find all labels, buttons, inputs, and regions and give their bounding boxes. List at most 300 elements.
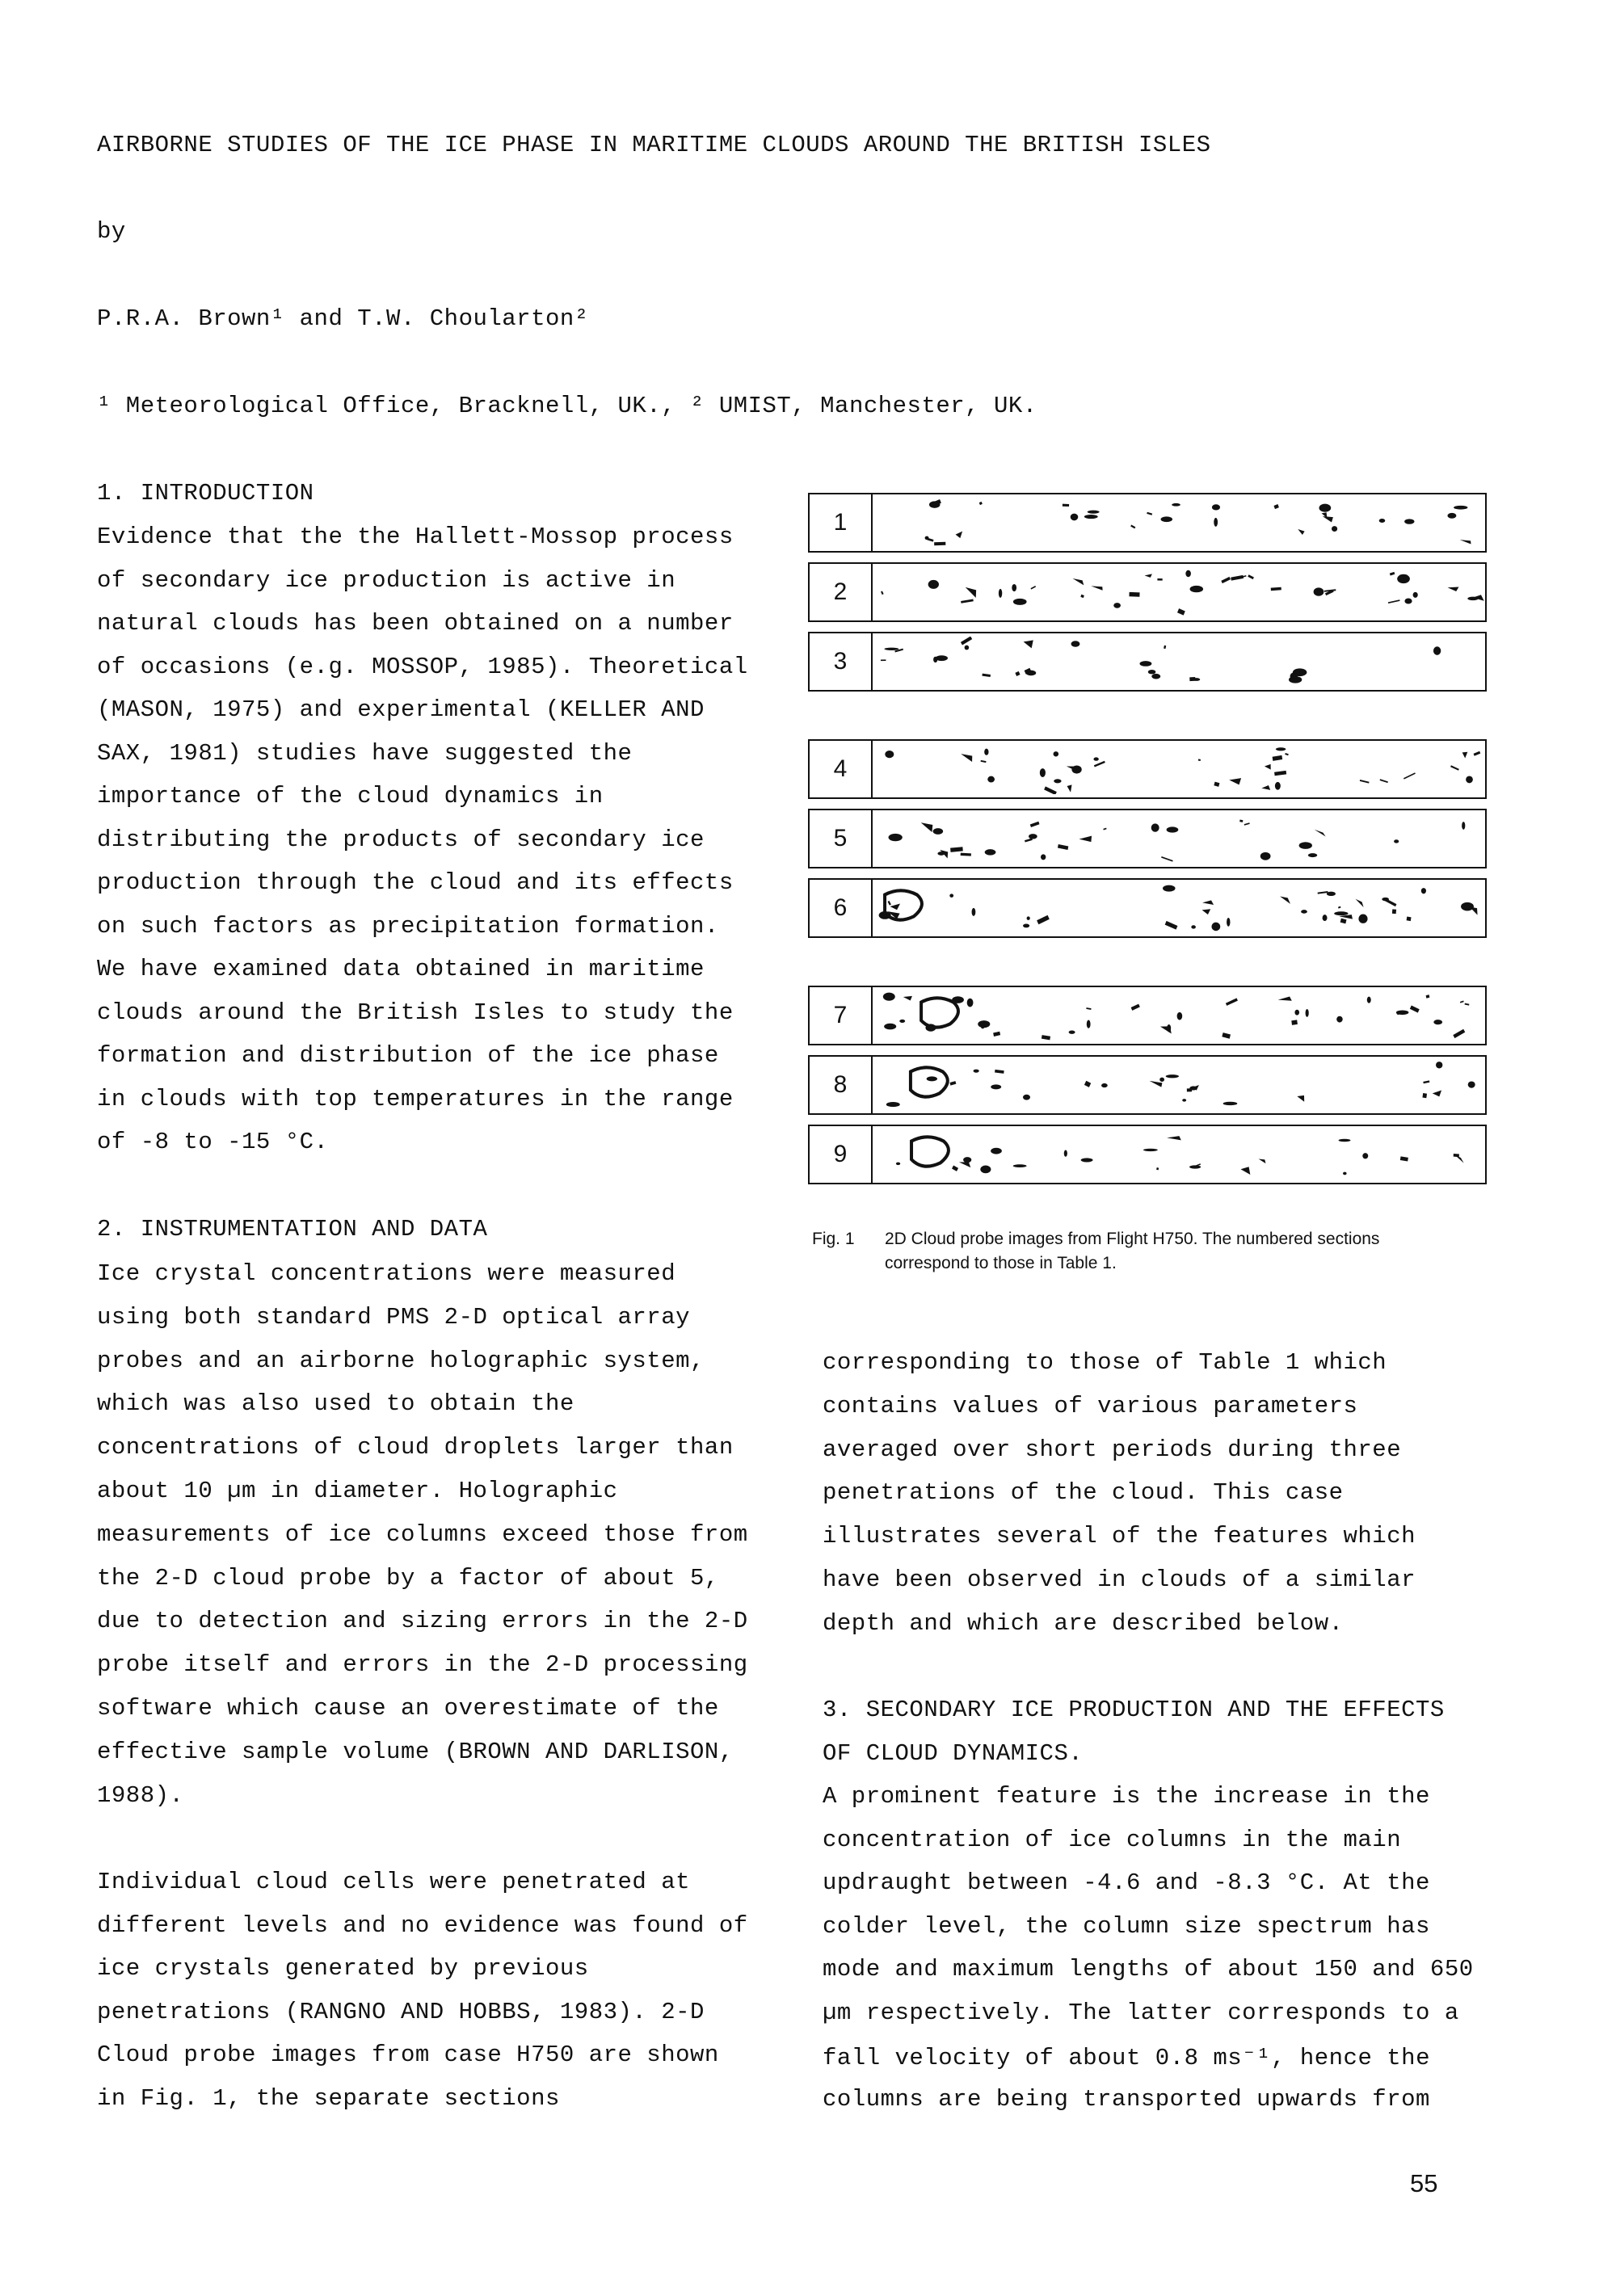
ice-particle-image	[991, 1084, 1001, 1089]
ice-particle-image	[1071, 641, 1080, 646]
ice-particle-image	[1042, 1035, 1050, 1040]
figure-row	[808, 493, 1487, 553]
ice-particle-image	[1343, 1172, 1347, 1175]
text-line: penetrations of the cloud. This case	[823, 1479, 1344, 1507]
ice-particle-image	[1058, 844, 1068, 850]
row-number: 1	[810, 494, 873, 551]
figure-row	[808, 739, 1487, 799]
text-line: columns are being transported upwards from	[823, 2085, 1430, 2113]
heading-line: OF CLOUD DYNAMICS.	[823, 1739, 1084, 1767]
ice-particle-image	[1202, 909, 1211, 915]
text-line: due to detection and sizing errors in the 2-D	[97, 1608, 748, 1635]
ice-particle-image	[1202, 900, 1214, 905]
text-line: fall velocity of about 0.8 ms⁻¹, hence the	[823, 2045, 1430, 2071]
ice-particle-image	[933, 828, 944, 835]
ice-particle-image	[1388, 599, 1400, 603]
probe-image-strip	[874, 567, 1485, 617]
ice-particle-image	[1285, 753, 1289, 755]
ice-particle-image	[979, 502, 983, 505]
ice-particle-image	[1013, 599, 1027, 605]
ice-particle-image	[888, 901, 891, 906]
ice-particle-image	[884, 648, 898, 650]
row-number: 3	[810, 633, 873, 690]
ice-particle-image	[1466, 776, 1473, 783]
ice-particle-image	[1139, 661, 1151, 667]
ice-particle-image	[1447, 513, 1456, 519]
ice-particle-image	[984, 749, 988, 755]
figure-1	[808, 493, 1487, 1204]
ice-particle-image	[1167, 1024, 1171, 1032]
ice-particle-image	[961, 599, 974, 603]
text-line: averaged over short periods during three	[823, 1436, 1402, 1463]
figure-row	[808, 1125, 1487, 1184]
text-line: colder level, the column size spectrum has	[823, 1912, 1430, 1940]
ice-particle-image	[1468, 1081, 1475, 1087]
ice-particle-image	[1025, 838, 1033, 842]
ice-particle-image	[985, 849, 996, 855]
ice-particle-image	[1297, 1095, 1304, 1102]
figure-row	[808, 878, 1487, 938]
text-line: depth and which are described below.	[823, 1609, 1344, 1637]
ice-particle-image	[1159, 1078, 1164, 1082]
ice-particle-image	[1147, 512, 1152, 515]
ice-particle-image	[1275, 782, 1281, 790]
ice-particle-image	[1222, 1032, 1231, 1039]
text-line: penetrations (RANGNO AND HOBBS, 1983). 2-D	[97, 1998, 705, 2025]
ice-particle-image	[1274, 771, 1286, 776]
ice-particle-image	[1396, 1011, 1399, 1015]
ice-particle-image	[1306, 1009, 1309, 1017]
ice-particle-image	[1404, 598, 1412, 603]
ice-particle-image	[1130, 524, 1135, 528]
paper-title: AIRBORNE STUDIES OF THE ICE PHASE IN MARITIME CLOUDS AROUND THE BRITISH ISLES	[97, 132, 1211, 158]
ice-particle-image	[1260, 852, 1271, 860]
text-line: of -8 to -15 °C.	[97, 1129, 329, 1155]
ice-particle-image	[950, 1081, 957, 1086]
ice-particle-image	[1081, 1158, 1093, 1162]
ice-particle-image	[1323, 915, 1328, 921]
ice-particle-image	[1054, 779, 1061, 783]
ice-particle-image	[1392, 909, 1396, 914]
large-ice-particle-image	[885, 890, 922, 919]
probe-image-strip	[874, 1060, 1485, 1110]
text-line: in Fig. 1, the separate sections	[97, 2084, 560, 2112]
text-line: importance of the cloud dynamics in	[97, 783, 604, 809]
ice-particle-image	[1182, 1099, 1186, 1102]
ice-particle-image	[1044, 786, 1057, 794]
ice-particle-image	[1273, 504, 1278, 509]
ice-particle-image	[1421, 888, 1426, 894]
ice-particle-image	[1198, 759, 1201, 760]
ice-particle-image	[1067, 784, 1072, 792]
ice-particle-image	[1433, 646, 1441, 655]
text-line: using both standard PMS 2-D optical array	[97, 1303, 691, 1331]
ice-particle-image	[1460, 1000, 1464, 1003]
ice-particle-image	[1150, 1081, 1163, 1087]
ice-particle-image	[1244, 822, 1250, 825]
ice-particle-image	[1356, 899, 1364, 907]
ice-particle-image	[1166, 1074, 1179, 1078]
ice-particle-image	[1332, 526, 1337, 532]
text-line: probe itself and errors in the 2-D processing	[97, 1651, 748, 1679]
ice-particle-image	[974, 1070, 979, 1073]
ice-particle-image	[1291, 1020, 1298, 1024]
ice-particle-image	[1450, 765, 1459, 771]
ice-particle-image	[925, 536, 929, 540]
ice-particle-image	[1462, 822, 1465, 830]
ice-particle-image	[1161, 856, 1173, 862]
ice-particle-image	[1239, 820, 1243, 822]
ice-particle-image	[1094, 761, 1105, 767]
text-line: contains values of various parameters	[823, 1392, 1358, 1419]
ice-particle-image	[1358, 915, 1367, 923]
ice-particle-image	[1151, 674, 1160, 679]
authors: P.R.A. Brown¹ and T.W. Choularton²	[97, 305, 589, 332]
text-line: software which cause an overestimate of the	[97, 1695, 719, 1722]
ice-particle-image	[1157, 578, 1162, 581]
ice-particle-image	[934, 542, 945, 545]
ice-particle-image	[1064, 1150, 1067, 1157]
probe-image-strip	[874, 883, 1485, 933]
ice-particle-image	[1362, 1153, 1368, 1159]
ice-particle-image	[999, 589, 1002, 598]
section-2-heading: 2. INSTRUMENTATION AND DATA	[97, 1216, 488, 1243]
ice-particle-image	[1015, 671, 1020, 676]
ice-particle-image	[991, 1148, 1002, 1154]
ice-particle-image	[1054, 751, 1059, 756]
text-line: SAX, 1981) studies have suggested the	[97, 739, 633, 767]
text-line: We have examined data obtained in maritime	[97, 956, 705, 982]
ice-particle-image	[1084, 515, 1098, 519]
ice-particle-image	[1404, 519, 1414, 524]
probe-image-strip	[874, 498, 1485, 548]
ice-particle-image	[1221, 577, 1231, 583]
ice-particle-image	[1069, 1030, 1075, 1033]
ice-particle-image	[1323, 516, 1333, 523]
figure-caption-label: Fig. 1	[812, 1230, 855, 1248]
ice-particle-image	[1129, 592, 1139, 597]
text-line: corresponding to those of Table 1 which	[823, 1349, 1387, 1376]
ice-particle-image	[1030, 822, 1040, 827]
ice-particle-image	[1029, 834, 1037, 839]
ice-particle-image	[981, 760, 987, 763]
ice-particle-image	[1400, 1156, 1408, 1161]
ice-particle-image	[1248, 574, 1254, 579]
text-line: probes and an airborne holographic system,	[97, 1347, 705, 1374]
ice-particle-image	[1088, 511, 1100, 514]
text-line: Ice crystal concentrations were measured	[97, 1260, 676, 1287]
ice-particle-image	[1167, 826, 1179, 832]
ice-particle-image	[1091, 586, 1102, 590]
text-line: of secondary ice production is active in	[97, 566, 676, 594]
text-line: about 10 µm in diameter. Holographic	[97, 1478, 618, 1504]
ice-particle-image	[937, 852, 945, 856]
ice-particle-image	[950, 847, 963, 852]
page-number: 55	[1410, 2169, 1438, 2197]
ice-particle-image	[921, 822, 933, 832]
ice-particle-image	[1241, 1167, 1251, 1175]
ice-particle-image	[965, 645, 970, 650]
ice-particle-image	[1191, 925, 1196, 928]
text-line: in clouds with top temperatures in the range	[97, 1085, 734, 1112]
text-line: µm respectively. The latter corresponds to a	[823, 1999, 1459, 2026]
text-line: A prominent feature is the increase in the	[823, 1783, 1430, 1810]
ice-particle-image	[1390, 572, 1395, 576]
ice-particle-image	[1259, 1159, 1266, 1163]
text-line: natural clouds has been obtained on a number	[97, 610, 734, 637]
text-line: mode and maximum lengths of about 150 and 650	[823, 1956, 1474, 1983]
ice-particle-image	[1177, 608, 1185, 616]
ice-particle-image	[1211, 923, 1220, 931]
ice-particle-image	[961, 754, 972, 762]
ice-particle-image	[1474, 751, 1481, 756]
ice-particle-image	[1041, 854, 1046, 860]
ice-particle-image	[1379, 519, 1386, 523]
ice-particle-image	[1261, 785, 1270, 790]
ice-particle-image	[952, 1166, 958, 1171]
figure-caption-line-2: correspond to those in Table 1.	[885, 1254, 1117, 1272]
ice-particle-image	[883, 993, 895, 1001]
ice-particle-image	[1299, 842, 1312, 849]
ice-particle-image	[1143, 1149, 1158, 1151]
ice-particle-image	[1080, 595, 1084, 598]
text-line: 1988).	[97, 1781, 184, 1809]
ice-particle-image	[896, 1163, 900, 1166]
text-line: of occasions (e.g. MOSSOP, 1985). Theoretical	[97, 653, 748, 680]
ice-particle-image	[1298, 529, 1304, 535]
text-line: distributing the products of secondary ice	[97, 826, 705, 853]
ice-particle-image	[1027, 916, 1030, 920]
ice-particle-image	[982, 674, 991, 677]
ice-particle-image	[1314, 587, 1324, 595]
section-1-heading: 1. INTRODUCTION	[97, 480, 314, 507]
ice-particle-image	[1185, 570, 1191, 577]
text-line: measurements of ice columns exceed those from	[97, 1520, 748, 1548]
ice-particle-image	[972, 908, 976, 916]
figure-row	[808, 1055, 1487, 1115]
text-line: updraught between -4.6 and -8.3 °C. At the	[823, 1869, 1430, 1896]
ice-particle-image	[903, 996, 912, 1001]
ice-particle-image	[1214, 518, 1218, 527]
ice-particle-image	[1040, 768, 1046, 777]
figure-caption-line-1: 2D Cloud probe images from Flight H750. The numbered sections	[885, 1230, 1380, 1248]
ice-particle-image	[1023, 1095, 1030, 1100]
ice-particle-image	[1030, 586, 1036, 590]
figure-row	[808, 562, 1487, 622]
ice-particle-image	[981, 1024, 984, 1028]
ice-particle-image	[987, 776, 995, 783]
ice-particle-image	[1315, 830, 1326, 837]
ice-particle-image	[1103, 828, 1106, 831]
ice-particle-image	[1289, 676, 1302, 683]
ice-particle-image	[1426, 995, 1430, 999]
text-line: concentration of ice columns in the main	[823, 1826, 1402, 1853]
ice-particle-image	[1278, 996, 1292, 1000]
ice-particle-image	[1382, 898, 1389, 901]
ice-particle-image	[1454, 1154, 1459, 1157]
text-line: clouds around the British Isles to study the	[97, 999, 734, 1026]
ice-particle-image	[933, 657, 937, 662]
ice-particle-image	[1190, 586, 1204, 592]
text-line: ice crystals generated by previous	[97, 1955, 589, 1982]
ice-particle-image	[1084, 1081, 1091, 1087]
text-line: (MASON, 1975) and experimental (KELLER AND	[97, 696, 705, 723]
ice-particle-image	[1131, 1004, 1140, 1011]
large-ice-particle-image	[911, 1067, 948, 1096]
probe-image-strip	[874, 814, 1485, 864]
ice-particle-image	[1423, 1080, 1429, 1083]
ice-particle-image	[1226, 998, 1238, 1006]
ice-particle-image	[1380, 779, 1388, 783]
text-line: effective sample volume (BROWN AND DARLISON,	[97, 1738, 734, 1765]
ice-particle-image	[890, 904, 900, 910]
ice-particle-image	[884, 1024, 896, 1030]
ice-particle-image	[1212, 504, 1220, 510]
text-line: on such factors as precipitation formation.	[97, 912, 719, 940]
ice-particle-image	[1394, 839, 1399, 843]
ice-particle-image	[1271, 587, 1281, 591]
text-line: the 2-D cloud probe by a factor of about 5,	[97, 1564, 719, 1592]
ice-particle-image	[1319, 504, 1331, 512]
ice-particle-image	[1367, 997, 1371, 1003]
row-number: 5	[810, 810, 873, 867]
text-line: Evidence that the the Hallett-Mossop process	[97, 524, 734, 550]
probe-image-strip	[874, 1129, 1485, 1180]
probe-image-strip	[874, 744, 1485, 794]
ice-particle-image	[1063, 504, 1069, 507]
ice-particle-image	[1214, 782, 1219, 787]
ice-particle-image	[1318, 891, 1328, 894]
ice-particle-image	[1151, 823, 1159, 831]
ice-particle-image	[928, 580, 939, 589]
text-line: Cloud probe images from case H750 are shown	[97, 2042, 719, 2068]
ice-particle-image	[1276, 747, 1286, 751]
probe-image-strip	[874, 990, 1485, 1041]
ice-particle-image	[1148, 670, 1156, 674]
ice-particle-image	[1071, 514, 1079, 521]
row-number: 9	[810, 1126, 873, 1183]
ice-particle-image	[1079, 836, 1092, 843]
ice-particle-image	[1336, 1016, 1343, 1023]
ice-particle-image	[899, 1020, 905, 1023]
ice-particle-image	[1087, 1020, 1091, 1028]
ice-particle-image	[1433, 1091, 1441, 1097]
ice-particle-image	[1410, 1005, 1420, 1012]
ice-particle-image	[1334, 911, 1348, 915]
ice-particle-image	[1229, 778, 1241, 784]
figure-row	[808, 809, 1487, 868]
ice-particle-image	[1340, 919, 1347, 924]
ice-particle-image	[961, 637, 972, 645]
text-line: production through the cloud and its effects	[97, 869, 734, 896]
ice-particle-image	[1187, 1088, 1192, 1091]
ice-particle-image	[995, 1070, 1004, 1074]
ice-particle-image	[1461, 902, 1474, 911]
heading-line: 3. SECONDARY ICE PRODUCTION AND THE EFFECTS	[823, 1697, 1445, 1723]
row-number: 2	[810, 564, 873, 620]
large-ice-particle-image	[921, 998, 958, 1027]
ice-particle-image	[1189, 677, 1195, 681]
ice-particle-image	[1448, 587, 1459, 591]
ice-particle-image	[1013, 1164, 1027, 1167]
ice-particle-image	[1301, 910, 1307, 914]
ice-particle-image	[1223, 1102, 1238, 1105]
ice-particle-image	[963, 1157, 971, 1163]
ice-particle-image	[885, 751, 894, 758]
ice-particle-image	[1280, 897, 1290, 904]
row-number: 8	[810, 1057, 873, 1113]
ice-particle-image	[959, 1162, 970, 1167]
ice-particle-image	[1227, 918, 1230, 927]
ice-particle-image	[1164, 645, 1166, 649]
byline-by: by	[97, 218, 126, 245]
ice-particle-image	[1024, 640, 1033, 648]
text-line: different levels and no evidence was found of	[97, 1911, 748, 1939]
ice-particle-image	[1460, 540, 1471, 544]
ice-particle-image	[1086, 1007, 1091, 1010]
text-line: formation and distribution of the ice phase	[97, 1042, 719, 1069]
ice-particle-image	[1339, 1139, 1351, 1142]
ice-particle-image	[1433, 1020, 1442, 1024]
ice-particle-image	[1454, 506, 1467, 510]
ice-particle-image	[1308, 853, 1317, 857]
row-number: 4	[810, 741, 873, 797]
ice-particle-image	[1403, 772, 1416, 779]
ice-particle-image	[993, 1032, 1000, 1037]
ice-particle-image	[1294, 1010, 1299, 1016]
ice-particle-image	[1093, 757, 1098, 760]
ice-particle-image	[1163, 885, 1176, 892]
figure-row	[808, 986, 1487, 1045]
figure-row	[808, 632, 1487, 692]
ice-particle-image	[1189, 1165, 1201, 1168]
ice-particle-image	[1407, 917, 1412, 922]
ice-particle-image	[927, 1076, 937, 1081]
ice-particle-image	[949, 894, 953, 898]
ice-particle-image	[1338, 906, 1341, 909]
ice-particle-image	[1360, 780, 1370, 784]
row-number: 7	[810, 987, 873, 1044]
ice-particle-image	[1465, 1003, 1470, 1006]
ice-particle-image	[1397, 574, 1410, 583]
ice-particle-image	[1156, 1167, 1159, 1170]
text-line: concentrations of cloud droplets larger than	[97, 1434, 734, 1461]
ice-particle-image	[966, 587, 976, 598]
ice-particle-image	[1073, 578, 1084, 585]
ice-particle-image	[1023, 924, 1029, 928]
ice-particle-image	[1265, 764, 1271, 770]
row-number: 6	[810, 880, 873, 936]
probe-image-strip	[874, 637, 1485, 687]
ice-particle-image	[1436, 1062, 1442, 1068]
text-line: Individual cloud cells were penetrated at	[97, 1869, 691, 1895]
large-ice-particle-image	[911, 1137, 949, 1166]
ice-particle-image	[881, 591, 884, 595]
ice-particle-image	[967, 999, 974, 1007]
ice-particle-image	[1413, 592, 1418, 598]
ice-particle-image	[1113, 603, 1121, 608]
ice-particle-image	[1462, 752, 1468, 759]
ice-particle-image	[1037, 915, 1050, 924]
ice-particle-image	[1467, 597, 1478, 601]
ice-particle-image	[1101, 1083, 1108, 1087]
text-line: illustrates several of the features which	[823, 1523, 1416, 1550]
ice-particle-image	[1145, 574, 1152, 577]
ice-particle-image	[961, 853, 971, 856]
ice-particle-image	[1177, 1012, 1183, 1020]
text-line: which was also used to obtain the	[97, 1390, 574, 1418]
ice-particle-image	[1453, 1029, 1465, 1038]
